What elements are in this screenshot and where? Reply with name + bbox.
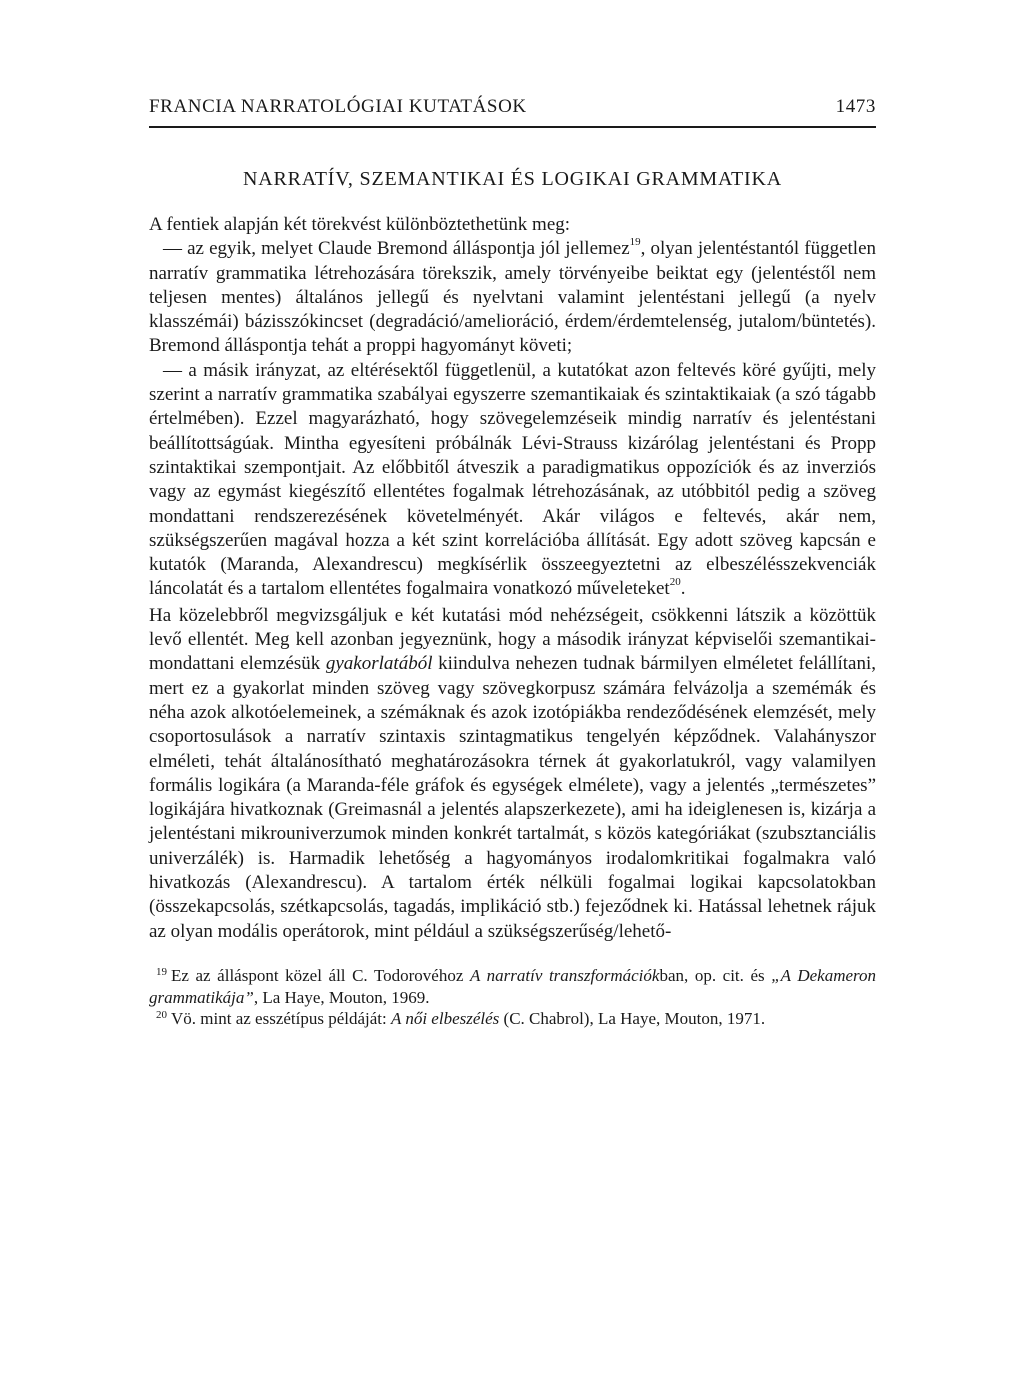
page (149, 96, 876, 1031)
footnotes (149, 966, 876, 1032)
footnote-mark: 19 (156, 965, 167, 978)
footnote-title: A narratív transzformációk (469, 965, 660, 985)
paragraph-text: , olyan jelentéstantól független narratív grammatika létrehozására törekszik, amely törvényeibe beiktat egy (jelentéstől nem teljesen mentes) általános jellegű és nyelvtani valamint jelentéstani jellegű (a nyelv klasszémái) bázisszókincset (degradáció/amelioráció, érdem/érdemtelenség, jutalom/büntetés). Bremond álláspontja tehát a proppi hagyományt követi; (149, 238, 876, 357)
header-rule (149, 126, 876, 128)
footnote-text: Vö. mint az esszétípus példáját: (171, 1008, 391, 1028)
paragraph-difficulties (149, 604, 876, 944)
running-title: FRANCIA NARRATOLÓGIAI KUTATÁSOK (149, 96, 527, 117)
paragraph-text: — a másik irányzat, az eltérésektől függetlenül, a kutatókat azon feltevés köré gyűjti, mely szerint a narratív grammatika szabályai egyszerre szemantikaiak és szintaktikaiak (a szó tágabb értelmében). Ezzel magyarázható, hogy szövegelemzéseik mindig narratív és jelentéstani beállítottságúak. Mintha egyesíteni próbálnák Lévi-Strauss kizárólag jelentéstani és Propp szintaktikai szempontjait. Az előbbitől átveszik a paradigmatikus oppozíciók és az inverziós vagy az egymást kiegészítő ellentétes fogalmak létrehozásának, az utóbbitól pedig a szöveg mondattani rendszerezésének követelményét. Akár világos e feltevés, akár nem, szükségszerűen magával hozza a két szint korrelációba állítását. Egy adott szöveg kapcsán e kutatók (Maranda, Alexandrescu) megkísérlik összeegyeztetni az elbeszélésszekvenciák láncolatát és a tartalom ellentétes fogalmaira vonatkozó műveleteket (149, 359, 876, 600)
footnote-20 (149, 1009, 876, 1032)
footnote-text: , La Haye, Mouton, 1969. (253, 988, 430, 1008)
paragraph-first-tendency (149, 237, 876, 358)
paragraph-intro: A fentiek alapján két törekvést különböztethetünk meg: (149, 214, 571, 235)
page-number: 1473 (835, 96, 876, 117)
paragraph-second-tendency (149, 359, 876, 602)
emphasis-text: gyakorlatából (325, 653, 433, 675)
paragraph-text: . (680, 578, 686, 600)
footnote-mark: 20 (156, 1008, 167, 1021)
footnote-title: „A Dekameron grammatikája” (149, 965, 877, 1008)
running-header (149, 96, 876, 118)
footnote-ref-20: 20 (669, 576, 681, 589)
footnote-text: Ez az álláspont közel áll C. Todorovéhoz (171, 965, 470, 985)
body-text (149, 213, 876, 944)
footnote-text: (C. Chabrol), La Haye, Mouton, 1971. (499, 1008, 766, 1028)
footnote-ref-19: 19 (629, 235, 641, 248)
paragraph-text: Ha közelebbről megvizsgáljuk e két kutatási mód nehézségeit, csökkenni látszik a közöttük levő ellentét. Meg kell azonban jegyeznünk, hogy a második irányzat képviselői szemantikai-mondattani elemzésük (149, 604, 876, 675)
footnote-text: ban, op. cit. és (659, 965, 772, 985)
footnote-19 (149, 966, 876, 1009)
paragraph-text: — az egyik, melyet Claude Bremond álláspontja jól jellemez (163, 238, 630, 260)
section-title: NARRATÍV, SZEMANTIKAI ÉS LOGIKAI GRAMMATIKA (242, 168, 783, 190)
paragraph-text: kiindulva nehezen tudnak bármilyen elméletet felállítani, mert ez a gyakorlat minden szöveg vagy szövegkorpusz számára felvázolja a szemémák és néha azok alkotóelemeinek, a szémáknak és azok izotópiákba rendeződésének elemzését, mely csoportosulások a narratív szintaxis szintagmatikus tengelyén képződnek. Valahányszor elméleti, tehát általánosítható meghatározásokra térnek át gyakorlatukról, vagy valamilyen formális logikára (a Maranda-féle gráfok és egységek elmélete), vagy a jelentés „természetes” logikájára hivatkoznak (Greimasnál a jelentés alapszerkezete), ami ha ideiglenesen is, kizárja a jelentéstani mikrouniverzumok minden konkrét tartalmát, s közös kategóriákat (szubsztanciális univerzálék) is. Harmadik lehetőség a hagyományos irodalomkritikai fogalmakra való hivatkozás (Alexandrescu). A tartalom érték nélküli fogalmai logikai kapcsolatokban (összekapcsolás, szétkapcsolás, tagadás, implikáció stb.) fejeződnek ki. Hatással lehetnek rájuk az olyan modális operátorok, mint például a szükségszerűség/lehető- (149, 653, 877, 942)
footnote-title: A női elbeszélés (391, 1008, 500, 1028)
